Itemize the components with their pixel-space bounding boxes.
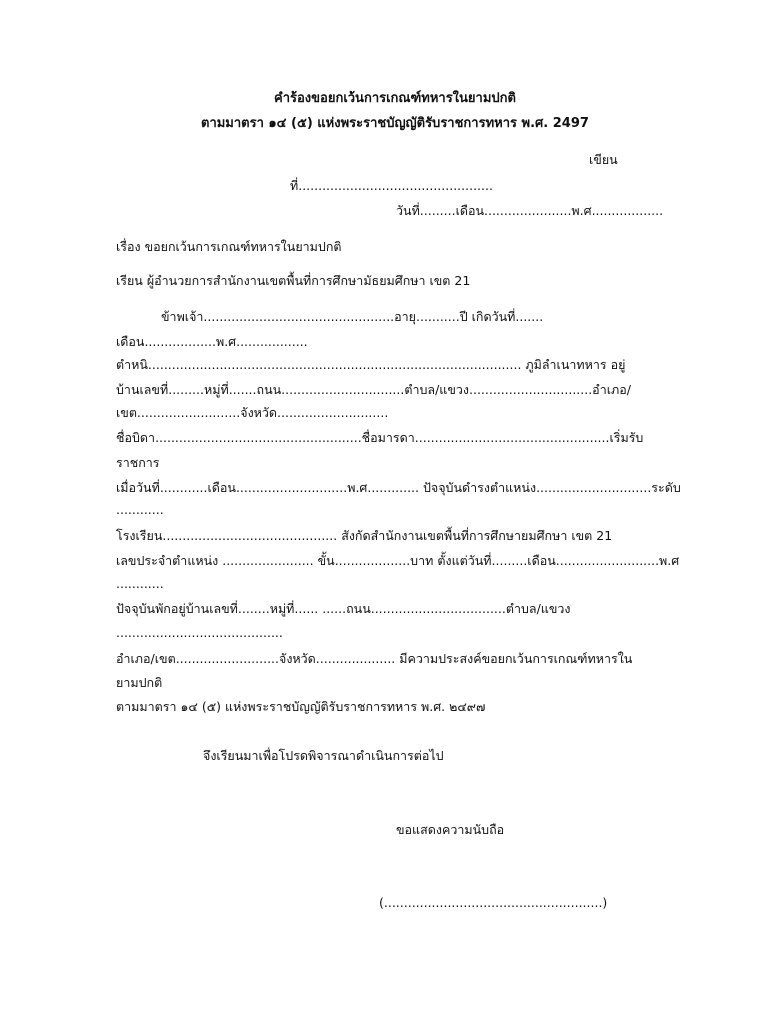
body-line: บ้านเลขที่.........หมู่ที่.......ถนน...............................ตำบล/แขวง...............................อำเภอ/	[116, 382, 631, 397]
recipient-line: เรียน ผู้อำนวยการสำนักงานเขตพื้นที่การศึกษามัธยมศึกษา เขต 21	[116, 273, 471, 288]
body-line: โรงเรียน............................................ สังกัดสำนักงานเขตพื้นที่การศึกษายมศึกษา เขต 21	[116, 528, 613, 543]
body-line: ............	[116, 576, 164, 591]
signature-line: (.......................................................)	[379, 895, 608, 910]
body-line: เลขประจำตำแหน่ง ....................... ขั้น...................บาท ตั้งแต่วันที่.........เดือน..........................พ.ศ	[116, 553, 680, 568]
body-line: อำเภอ/เขต..........................จังหวัด.................... มีความประสงค์ขอยกเว้นการเกณฑ์ทหารใน	[116, 651, 633, 666]
body-line: ข้าพเจ้า................................................อายุ...........ปี เกิดวันที่.......	[161, 309, 544, 324]
date-line: วันที่.........เดือน......................พ.ศ..................	[396, 203, 664, 218]
body-line: ชื่อบิดา....................................................ชื่อมารดา.................................................เริ่มรับ	[116, 430, 644, 445]
closing-respect: ขอแสดงความนับถือ	[396, 822, 505, 837]
body-line: ยามปกติ	[116, 675, 163, 690]
written-at-label: เขียน	[589, 152, 618, 167]
body-line: เขต..........................จังหวัด............................	[116, 405, 389, 420]
at-line: ที่.................................................	[290, 178, 493, 193]
body-line: ราชการ	[116, 455, 160, 470]
subject-line: เรื่อง ขอยกเว้นการเกณฑ์ทหารในยามปกติ	[116, 239, 342, 254]
body-line: เดือน..................พ.ศ..................	[116, 334, 308, 349]
body-line: ..........................................	[116, 625, 283, 640]
form-subtitle: ตามมาตรา ๑๔ (๕) แห่งพระราชบัญญัติรับราชการทหาร พ.ศ. 2497	[201, 116, 589, 131]
closing-request: จึงเรียนมาเพื่อโปรดพิจารณาดำเนินการต่อไป	[203, 748, 444, 763]
body-line: ตำหนิ.............................................................................................. ภูมิลำเนาทหาร อยู่	[116, 357, 626, 372]
body-line: ปัจจุบันพักอยู่บ้านเลขที่........หมู่ที่...... ......ถนน..................................ตำบล/แขวง	[116, 601, 571, 616]
body-line: ............	[116, 502, 164, 517]
body-line: ตามมาตรา ๑๔ (๕) แห่งพระราชบัญญัติรับราชการทหาร พ.ศ. ๒๔๙๗	[116, 699, 486, 714]
form-title: คำร้องขอยกเว้นการเกณฑ์ทหารในยามปกติ	[274, 91, 516, 106]
body-line: เมื่อวันที่............เดือน............................พ.ศ............. ปัจจุบันดำรงตำแหน่ง.............................ระดับ	[116, 480, 681, 495]
